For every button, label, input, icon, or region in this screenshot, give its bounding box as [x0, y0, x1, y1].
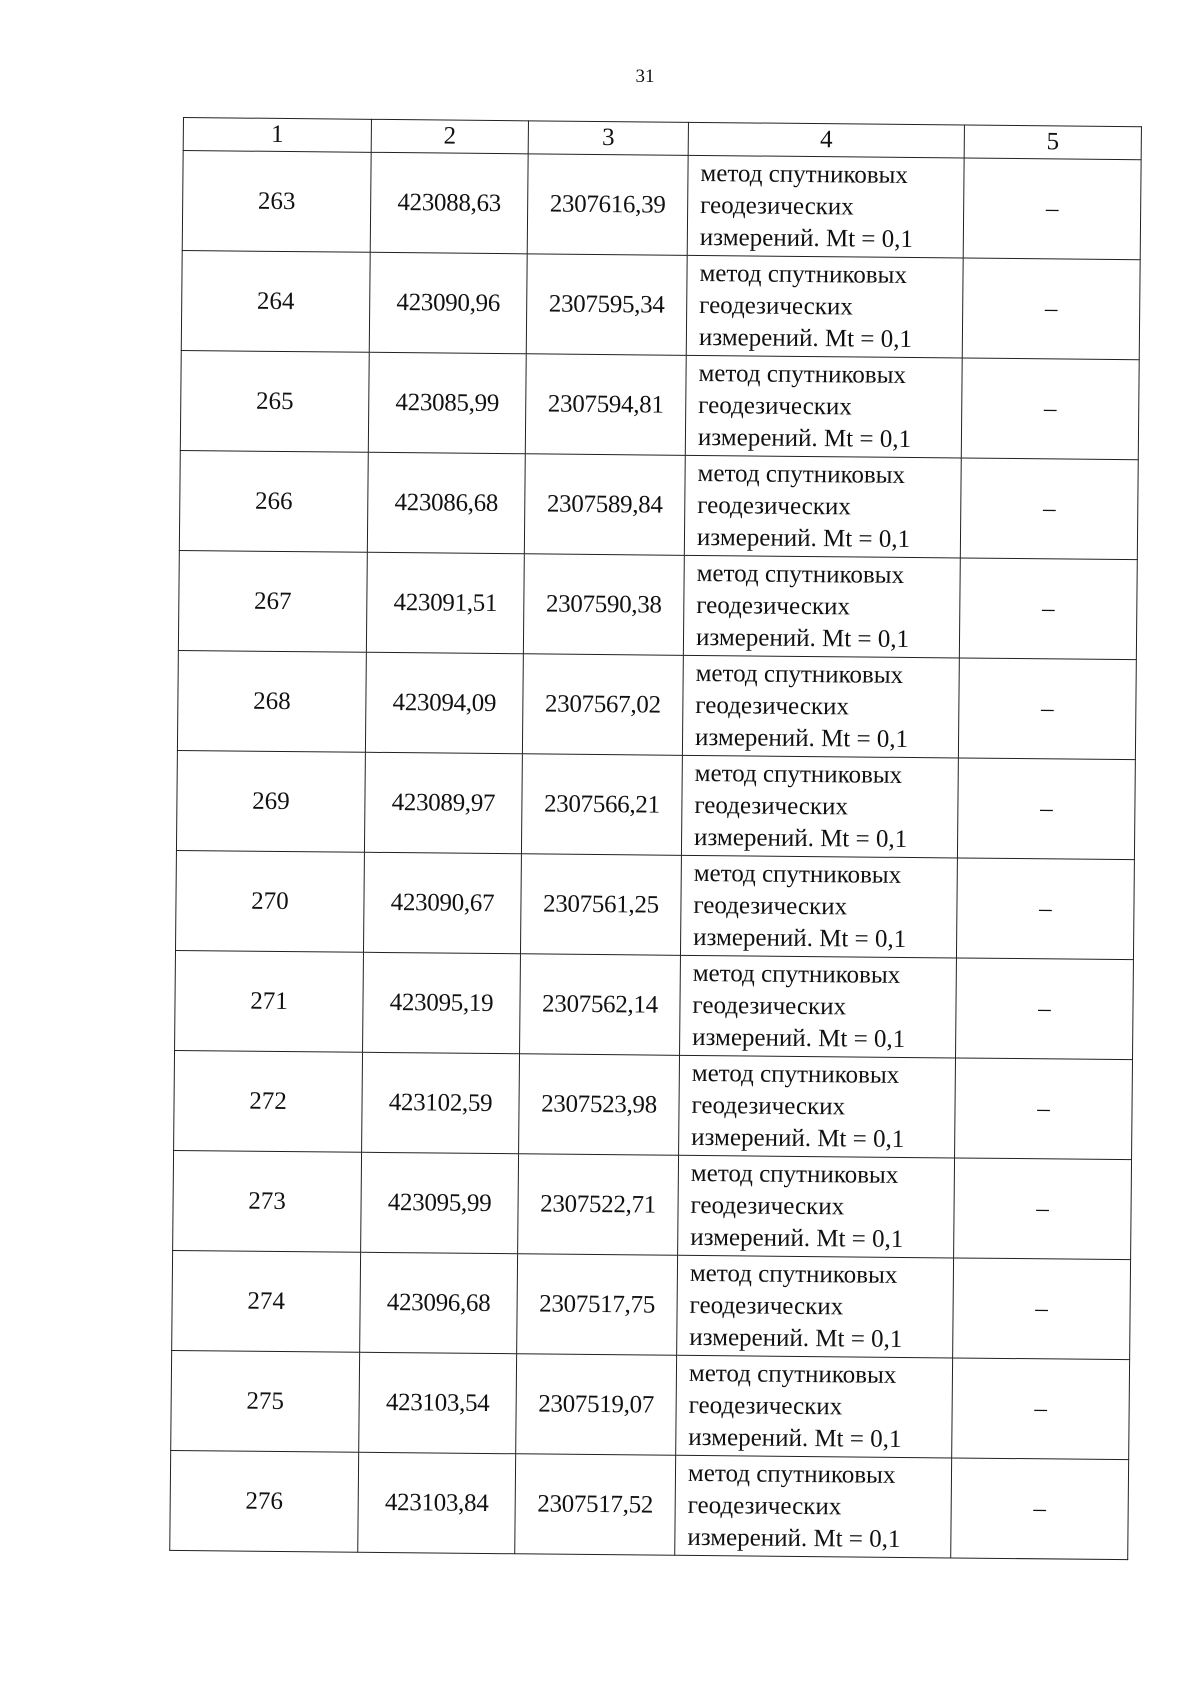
method-cell: [676, 1355, 953, 1458]
point-number-cell: 268: [177, 650, 366, 752]
method-line: измерений. Mt = 0,1: [694, 723, 909, 753]
description-cell: –: [962, 258, 1140, 360]
method-line: геодезических: [695, 691, 850, 720]
description-cell: –: [956, 958, 1134, 1060]
method-line: геодезических: [689, 1291, 844, 1320]
method-line: измерений. Mt = 0,1: [692, 1023, 906, 1053]
x-coordinate-cell: 423102,59: [362, 1052, 520, 1154]
method-line: геодезических: [692, 991, 847, 1020]
point-number-cell: 276: [170, 1450, 359, 1552]
method-line: геодезических: [693, 891, 848, 920]
column-header-1: 1: [183, 118, 371, 153]
description-cell: –: [953, 1258, 1131, 1360]
table-row: [172, 1250, 1131, 1359]
x-coordinate-cell: 423088,63: [370, 152, 528, 254]
description-cell: –: [961, 358, 1139, 460]
x-coordinate-cell: 423085,99: [368, 352, 526, 454]
y-coordinate-cell: 2307519,07: [516, 1354, 677, 1456]
method-cell: [686, 255, 963, 358]
description-cell: –: [958, 658, 1136, 760]
method-line: измерений. Mt = 0,1: [698, 323, 913, 353]
x-coordinate-cell: 423090,67: [363, 852, 521, 954]
x-coordinate-cell: 423089,97: [364, 752, 522, 854]
description-cell: –: [952, 1358, 1130, 1460]
y-coordinate-cell: 2307590,38: [523, 554, 684, 656]
x-coordinate-cell: 423095,19: [363, 952, 521, 1054]
method-line: геодезических: [690, 1191, 845, 1220]
table-row: [174, 1050, 1133, 1159]
method-line: геодезических: [694, 791, 849, 820]
table-row: [173, 1150, 1132, 1259]
method-line: геодезических: [696, 591, 851, 620]
y-coordinate-cell: 2307562,14: [520, 954, 681, 1056]
table-row: [175, 850, 1134, 959]
point-number-cell: 275: [171, 1350, 360, 1452]
method-line: измерений. Mt = 0,1: [689, 1323, 903, 1353]
table-row: [175, 950, 1134, 1059]
x-coordinate-cell: 423096,68: [360, 1252, 518, 1354]
description-cell: –: [960, 458, 1138, 560]
column-header-2: 2: [371, 119, 528, 154]
table-row: [179, 450, 1138, 559]
description-cell: –: [957, 758, 1135, 860]
x-coordinate-cell: 423090,96: [369, 252, 527, 354]
method-cell: [680, 855, 957, 958]
point-number-cell: 269: [176, 750, 365, 852]
point-number-cell: 274: [172, 1250, 361, 1352]
method-line: измерений. Mt = 0,1: [691, 1123, 905, 1153]
method-line: измерений. Mt = 0,1: [693, 923, 907, 953]
y-coordinate-cell: 2307523,98: [519, 1054, 680, 1156]
description-cell: –: [959, 558, 1137, 660]
table-row: [177, 650, 1136, 759]
method-line: метод спутниковых: [696, 559, 905, 589]
method-line: метод спутниковых: [699, 259, 908, 289]
point-number-cell: 273: [173, 1150, 362, 1252]
method-line: измерений. Mt = 0,1: [693, 823, 908, 853]
point-number-cell: 266: [179, 450, 368, 552]
point-number-cell: 270: [175, 850, 364, 952]
method-line: метод спутниковых: [690, 1159, 899, 1189]
method-cell: [685, 355, 962, 458]
description-cell: –: [954, 1158, 1132, 1260]
x-coordinate-cell: 423086,68: [367, 452, 525, 554]
method-line: метод спутниковых: [694, 759, 903, 789]
method-line: геодезических: [688, 1391, 843, 1420]
method-line: геодезических: [698, 391, 852, 420]
method-cell: [677, 1255, 954, 1358]
column-header-4: 4: [688, 122, 964, 158]
description-cell: –: [951, 1458, 1129, 1560]
method-cell: [684, 455, 961, 558]
description-cell: –: [956, 858, 1134, 960]
method-line: измерений. Mt = 0,1: [688, 1423, 902, 1453]
page-number: 31: [635, 66, 655, 87]
point-number-cell: 265: [180, 350, 369, 452]
column-header-3: 3: [528, 121, 688, 156]
y-coordinate-cell: 2307522,71: [518, 1154, 679, 1256]
x-coordinate-cell: 423091,51: [366, 552, 524, 654]
table-row: [178, 550, 1137, 659]
method-line: геодезических: [691, 1091, 846, 1120]
method-line: измерений. Mt = 0,1: [690, 1223, 904, 1253]
method-cell: [682, 655, 959, 758]
method-line: метод спутниковых: [692, 959, 901, 989]
method-line: метод спутниковых: [695, 659, 904, 689]
method-line: геодезических: [687, 1491, 842, 1520]
method-line: измерений. Mt = 0,1: [695, 623, 910, 653]
x-coordinate-cell: 423103,84: [358, 1452, 516, 1554]
method-line: измерений. Mt = 0,1: [687, 1523, 901, 1553]
method-line: метод спутниковых: [697, 459, 906, 489]
point-number-cell: 267: [178, 550, 367, 652]
description-cell: –: [963, 158, 1141, 260]
method-line: измерений. Mt = 0,1: [697, 423, 912, 453]
method-line: метод спутниковых: [693, 859, 902, 889]
method-cell: [678, 1155, 955, 1258]
point-number-cell: 263: [182, 151, 371, 253]
method-line: измерений. Mt = 0,1: [696, 523, 911, 553]
method-cell: [683, 555, 960, 658]
description-cell: –: [955, 1058, 1133, 1160]
x-coordinate-cell: 423094,09: [365, 652, 523, 754]
x-coordinate-cell: 423103,54: [359, 1352, 517, 1454]
y-coordinate-cell: 2307561,25: [520, 854, 681, 956]
point-number-cell: 272: [174, 1050, 363, 1152]
y-coordinate-cell: 2307517,75: [517, 1254, 678, 1356]
method-line: метод спутниковых: [700, 159, 909, 189]
method-cell: [679, 1055, 956, 1158]
method-cell: [675, 1455, 952, 1558]
method-cell: [681, 755, 958, 858]
table-row: [170, 1450, 1129, 1559]
y-coordinate-cell: 2307589,84: [524, 454, 685, 556]
y-coordinate-cell: 2307594,81: [525, 354, 686, 456]
method-line: метод спутниковых: [687, 1459, 896, 1489]
table-body: [170, 151, 1141, 1560]
y-coordinate-cell: 2307595,34: [526, 254, 687, 356]
y-coordinate-cell: 2307616,39: [527, 154, 688, 256]
method-line: геодезических: [697, 491, 852, 520]
method-line: геодезических: [699, 291, 853, 320]
point-number-cell: 271: [175, 950, 364, 1052]
table-row: [181, 250, 1140, 359]
y-coordinate-cell: 2307567,02: [522, 654, 683, 756]
coordinates-table: [169, 117, 1142, 1560]
y-coordinate-cell: 2307517,52: [515, 1454, 676, 1556]
table-row: [182, 151, 1141, 260]
x-coordinate-cell: 423095,99: [361, 1152, 519, 1254]
column-header-5: 5: [964, 125, 1141, 160]
method-line: метод спутниковых: [688, 1359, 897, 1389]
method-line: измерений. Mt = 0,1: [699, 223, 914, 253]
table-row: [171, 1350, 1130, 1459]
point-number-cell: 264: [181, 250, 370, 352]
table-row: [180, 350, 1139, 459]
method-cell: [680, 955, 957, 1058]
method-line: метод спутниковых: [698, 359, 907, 389]
method-cell: [687, 155, 964, 258]
table-row: [176, 750, 1135, 859]
method-line: метод спутниковых: [689, 1259, 898, 1289]
y-coordinate-cell: 2307566,21: [521, 754, 682, 856]
method-line: геодезических: [700, 191, 854, 220]
method-line: метод спутниковых: [691, 1059, 900, 1089]
